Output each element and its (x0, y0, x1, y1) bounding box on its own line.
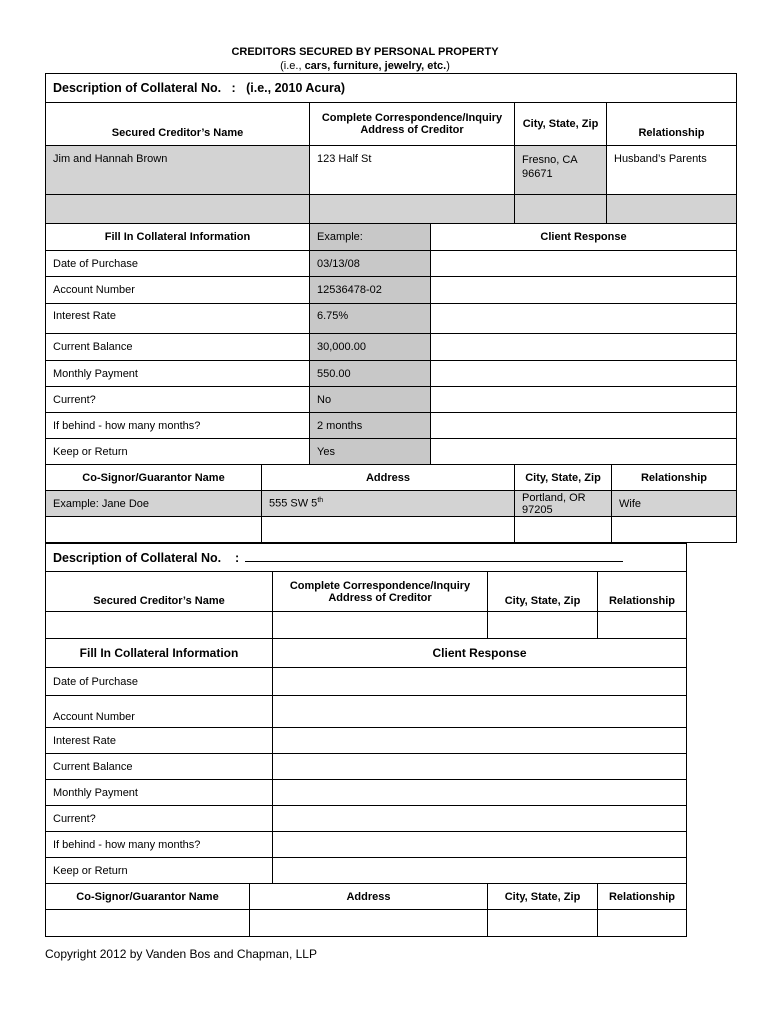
info-response[interactable] (273, 696, 687, 728)
creditor-relationship-cell[interactable]: Husband’s Parents (607, 146, 737, 195)
collateral-sep: : (231, 81, 236, 95)
header-cosigner-address: Address (250, 884, 488, 910)
creditor-relationship-cell[interactable] (607, 195, 737, 224)
cosigner-relationship-cell[interactable] (598, 910, 687, 937)
form-subtitle (0, 60, 730, 72)
creditor-city-cell[interactable] (488, 612, 598, 639)
creditor-name-cell[interactable] (46, 612, 273, 639)
creditor-row (46, 612, 687, 639)
cosigner-address-cell[interactable] (262, 517, 515, 543)
collateral-label: Description of Collateral No. (53, 550, 222, 565)
cosigner-row (46, 517, 737, 543)
collateral-label: Description of Collateral No. (53, 81, 222, 95)
collateral-section-1 (45, 73, 737, 543)
cosigner-row (46, 910, 687, 937)
info-label: Date of Purchase (46, 668, 273, 696)
info-label: Interest Rate (46, 304, 310, 334)
info-response[interactable] (431, 439, 737, 465)
info-example: No (310, 387, 431, 413)
info-label: Keep or Return (46, 858, 273, 884)
info-response[interactable] (273, 668, 687, 696)
cosigner-name-cell[interactable] (46, 910, 250, 937)
subtitle-bold: cars, furniture, jewelry, etc. (304, 60, 447, 72)
header-relationship: Relationship (598, 572, 687, 612)
info-response[interactable] (273, 728, 687, 754)
info-response[interactable] (273, 858, 687, 884)
cosigner-city-cell[interactable] (488, 910, 598, 937)
header-client-response: Client Response (273, 639, 687, 668)
header-cosigner-city: City, State, Zip (488, 884, 598, 910)
info-response[interactable] (431, 251, 737, 277)
info-label: Monthly Payment (46, 780, 273, 806)
cosigner-address-cell[interactable] (262, 491, 515, 517)
info-example: 12536478-02 (310, 277, 431, 304)
header-example: Example: (310, 224, 431, 251)
creditor-row (46, 146, 737, 195)
cosigner-relationship-cell[interactable]: Wife (612, 491, 737, 517)
header-client-response: Client Response (431, 224, 737, 251)
info-row (46, 387, 737, 413)
info-response[interactable] (273, 806, 687, 832)
info-row (46, 251, 737, 277)
subtitle-prefix: (i.e., (280, 60, 305, 72)
cosigner-address-sup: th (317, 497, 324, 505)
info-row (46, 304, 737, 334)
cosigner-address-cell[interactable] (250, 910, 488, 937)
info-row (46, 334, 737, 361)
info-response[interactable] (431, 277, 737, 304)
info-example: Yes (310, 439, 431, 465)
header-city-state-zip: City, State, Zip (488, 572, 598, 612)
info-response[interactable] (431, 361, 737, 387)
info-label: If behind - how many months? (46, 413, 310, 439)
info-label: Keep or Return (46, 439, 310, 465)
form-title: CREDITORS SECURED BY PERSONAL PROPERTY (231, 46, 499, 58)
info-row (46, 361, 737, 387)
header-creditor-address: Complete Correspondence/Inquiry Address of Creditor (273, 572, 488, 612)
info-label: Current? (46, 806, 273, 832)
creditor-city-cell[interactable]: Fresno, CA 96671 (515, 146, 607, 195)
info-example: 6.75% (310, 304, 431, 334)
info-label: Interest Rate (46, 728, 273, 754)
cosigner-relationship-cell[interactable] (612, 517, 737, 543)
header-cosigner-relationship: Relationship (612, 465, 737, 491)
header-creditor-name: Secured Creditor’s Name (46, 103, 310, 146)
collateral-blank-line[interactable] (245, 551, 623, 562)
info-label: Monthly Payment (46, 361, 310, 387)
header-cosigner-address: Address (262, 465, 515, 491)
info-row (46, 668, 687, 696)
cosigner-name-cell[interactable]: Example: Jane Doe (46, 491, 262, 517)
subtitle-suffix: ) (446, 60, 450, 72)
info-row (46, 696, 687, 728)
creditor-address-cell[interactable] (310, 195, 515, 224)
header-cosigner-name: Co-Signor/Guarantor Name (46, 465, 262, 491)
collateral-description-row (46, 544, 687, 572)
info-label: Current Balance (46, 334, 310, 361)
info-label: Current Balance (46, 754, 273, 780)
header-relationship: Relationship (607, 103, 737, 146)
info-label: Current? (46, 387, 310, 413)
header-cosigner-relationship: Relationship (598, 884, 687, 910)
header-cosigner-name: Co-Signor/Guarantor Name (46, 884, 250, 910)
header-creditor-address: Complete Correspondence/Inquiry Address of Creditor (310, 103, 515, 146)
info-row (46, 439, 737, 465)
cosigner-row (46, 491, 737, 517)
header-cosigner-city: City, State, Zip (515, 465, 612, 491)
header-fill-in-info: Fill In Collateral Information (46, 639, 273, 668)
info-row (46, 728, 687, 754)
creditor-row (46, 195, 737, 224)
collateral-description-row (46, 74, 737, 103)
info-row (46, 832, 687, 858)
collateral-sep: : (235, 550, 240, 565)
info-response[interactable] (273, 780, 687, 806)
creditor-address-cell[interactable]: 123 Half St (310, 146, 515, 195)
info-example: 550.00 (310, 361, 431, 387)
info-response[interactable] (273, 832, 687, 858)
footer-copyright: Copyright 2012 by Vanden Bos and Chapman, LLP (45, 947, 317, 961)
info-row (46, 858, 687, 884)
cosigner-address-text: 555 SW 5 (269, 497, 318, 510)
info-row (46, 780, 687, 806)
info-row (46, 754, 687, 780)
info-row (46, 413, 737, 439)
creditor-name-cell[interactable] (46, 195, 310, 224)
info-label: Account Number (46, 277, 310, 304)
info-response[interactable] (431, 304, 737, 334)
creditor-name-cell[interactable]: Jim and Hannah Brown (46, 146, 310, 195)
info-row (46, 277, 737, 304)
cosigner-city-cell[interactable]: Portland, OR 97205 (515, 491, 612, 517)
info-response[interactable] (431, 334, 737, 361)
info-label: Date of Purchase (46, 251, 310, 277)
info-response[interactable] (431, 413, 737, 439)
info-row (46, 806, 687, 832)
header-fill-in-info: Fill In Collateral Information (46, 224, 310, 251)
creditor-city-cell[interactable] (515, 195, 607, 224)
info-response[interactable] (273, 754, 687, 780)
header-creditor-name: Secured Creditor’s Name (46, 572, 273, 612)
cosigner-name-cell[interactable] (46, 517, 262, 543)
info-label: If behind - how many months? (46, 832, 273, 858)
collateral-section-2 (45, 543, 687, 937)
creditor-address-cell[interactable] (273, 612, 488, 639)
collateral-value[interactable]: (i.e., 2010 Acura) (246, 81, 345, 95)
info-example: 2 months (310, 413, 431, 439)
info-example: 30,000.00 (310, 334, 431, 361)
creditor-relationship-cell[interactable] (598, 612, 687, 639)
cosigner-city-cell[interactable] (515, 517, 612, 543)
info-example: 03/13/08 (310, 251, 431, 277)
info-response[interactable] (431, 387, 737, 413)
header-city-state-zip: City, State, Zip (515, 103, 607, 146)
info-label: Account Number (46, 696, 273, 728)
